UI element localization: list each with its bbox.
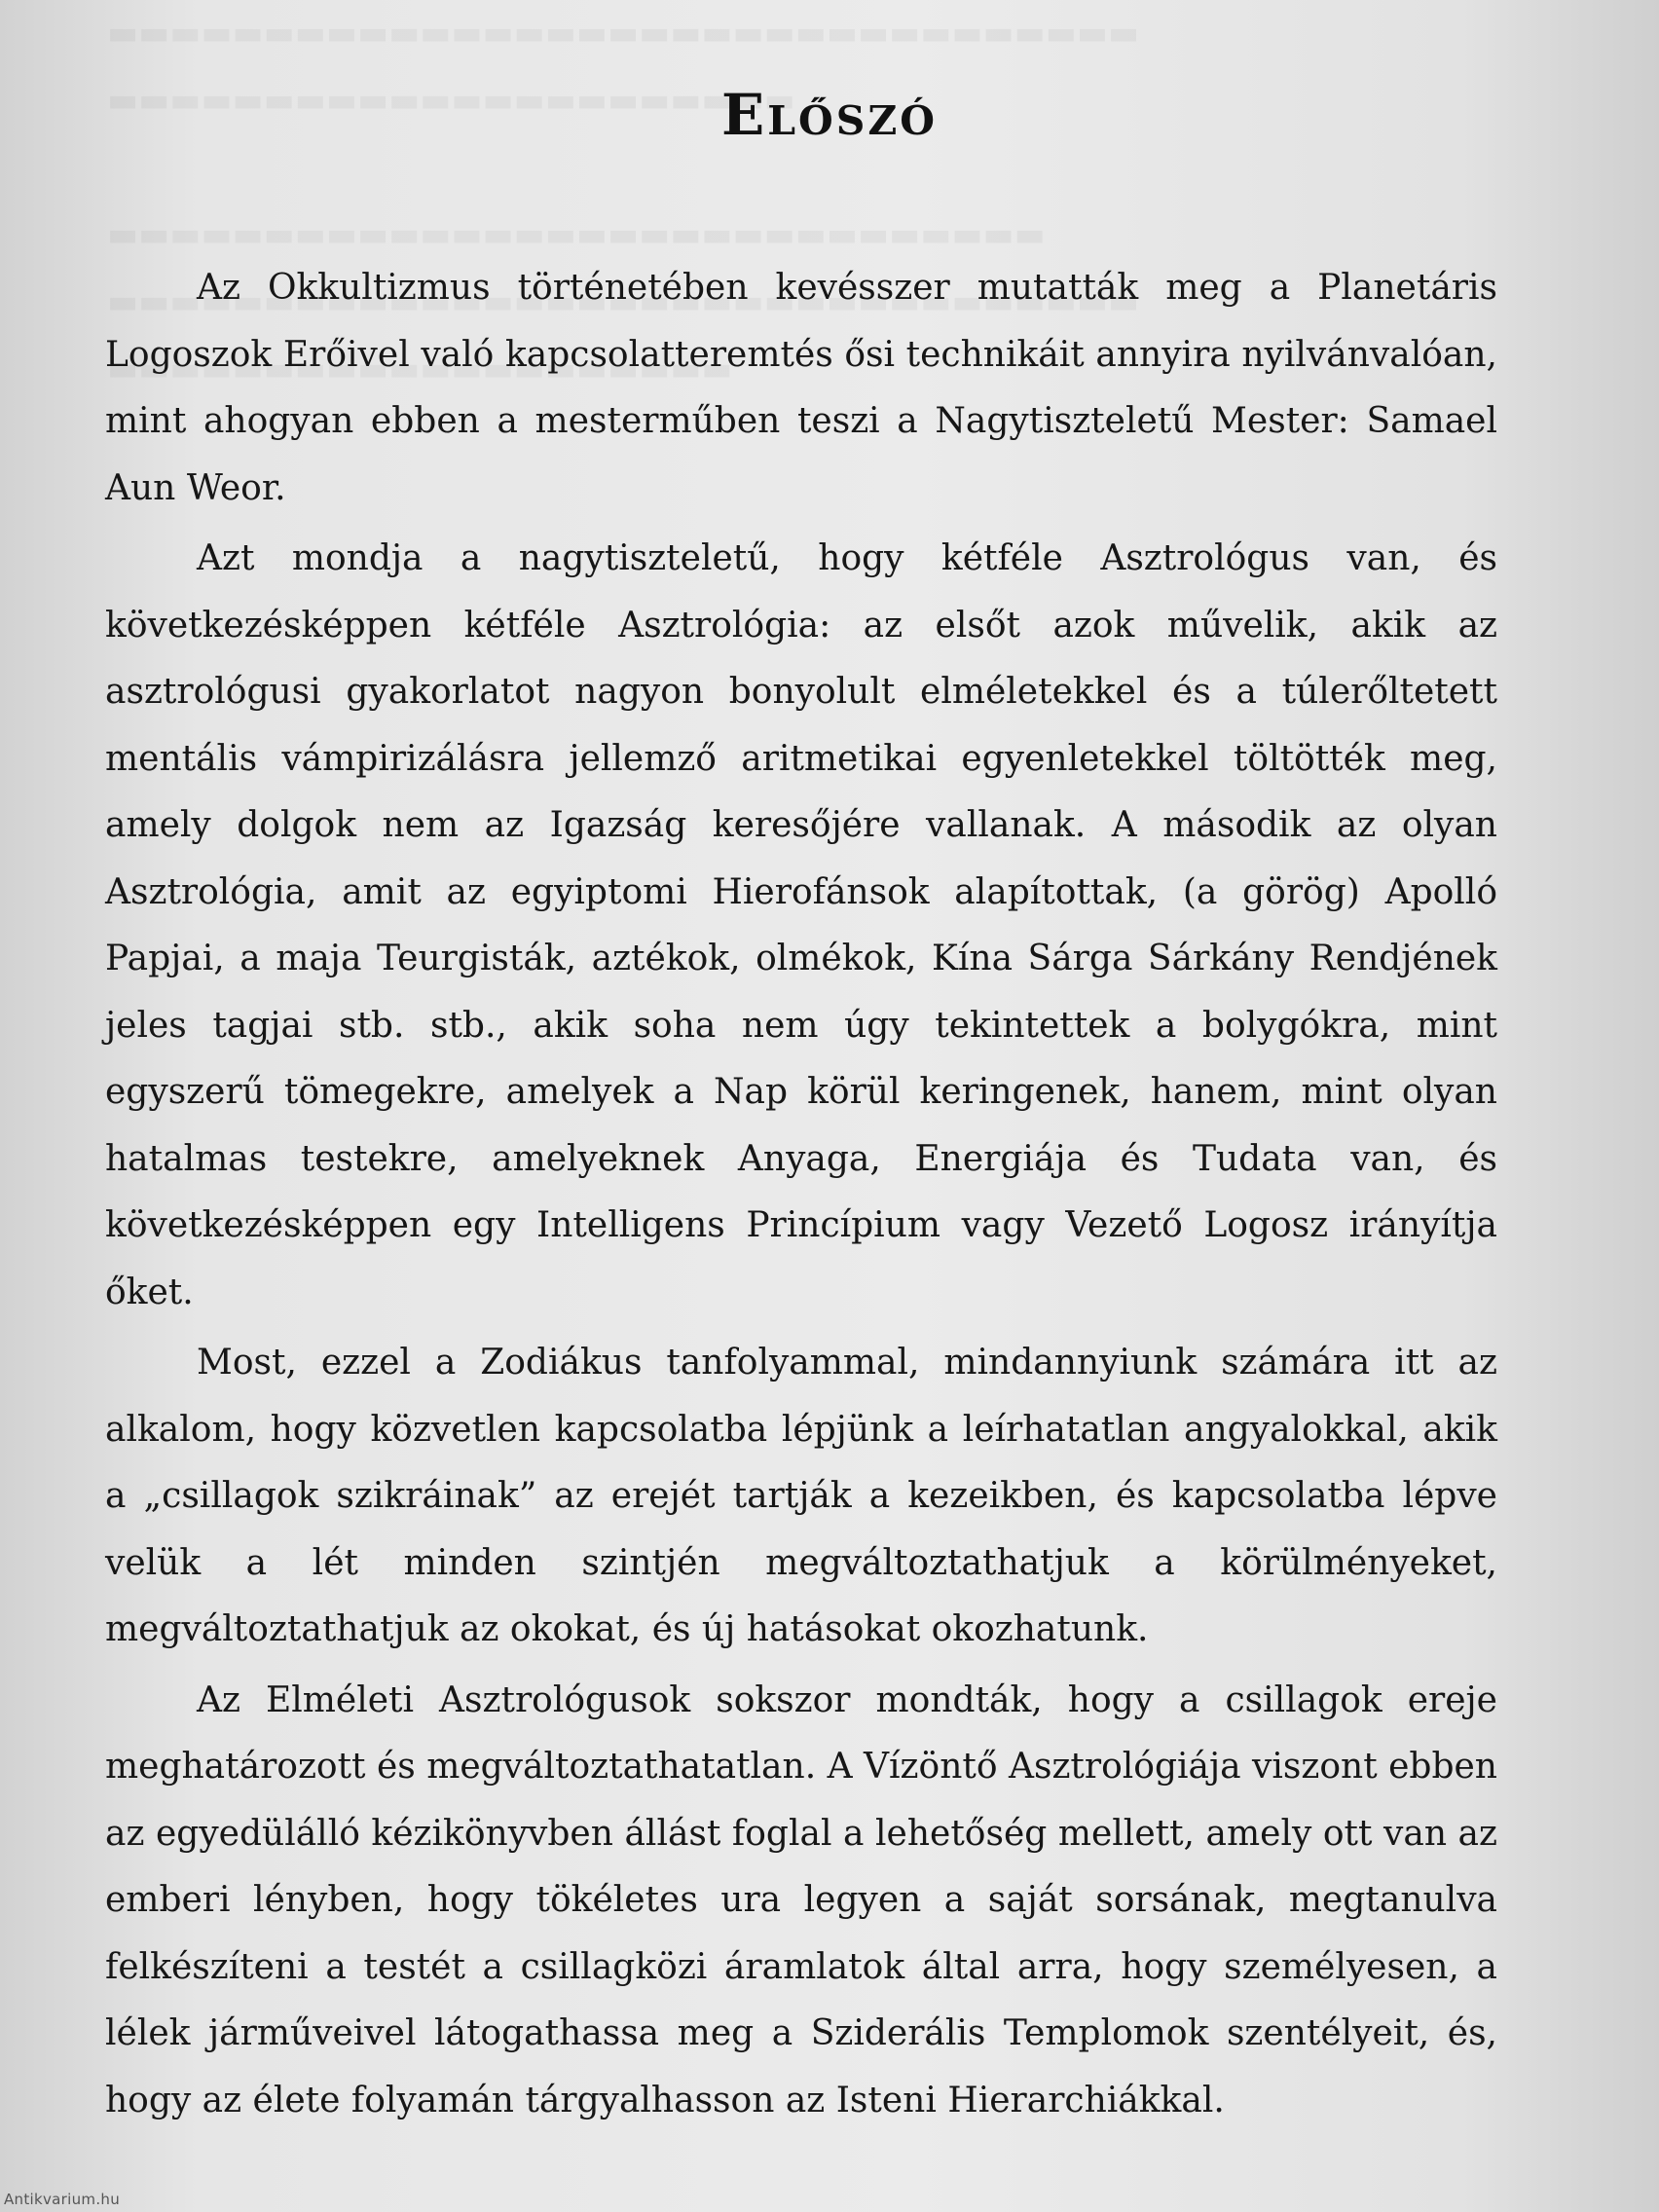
page-title: Előszó <box>720 82 938 148</box>
paragraph: Az Okkultizmus történetében kevésszer mutatták meg a Planetáris Logoszok Erőivel való kapcsolatteremtés ősi technikáit annyira nyilvánvalóan, mint ahogyan ebben a mesterműben teszi a Nagytiszteletű Mester: Samael Aun Weor. <box>105 268 1497 508</box>
body-text <box>105 255 1497 2134</box>
paragraph: Az Elméleti Asztrológusok sokszor mondták, hogy a csillagok ereje meghatározott és megváltoztathatatlan. A Vízöntő Asztrológiája viszont ebben az egyedülálló kézikönyvben állást foglal a lehetőség mellett, amely ott van az emberi lényben, hogy tökéletes ura legyen a saját sorsának, megtanulva felkészíteni a testét a csillagközi áramlatok által arra, hogy személyesen, a lélek járműveivel látogathassa meg a Sziderális Templomok szentélyeit, és, hogy az élete folyamán tárgyalhasson az Isteni Hierarchiákkal. <box>105 1679 1497 2120</box>
paragraph: Azt mondja a nagytiszteletű, hogy kétféle Asztrológus van, és következésképpen kétféle Asztrológia: az elsőt azok művelik, akik az asztrológusi gyakorlatot nagyon bonyolult elméletekkel és a túlerőltetett mentális vámpirizálásra jellemző aritmetikai egyenletekkel töltötték meg, amely dolgok nem az Igazság keresőjére vallanak. A második az olyan Asztrológia, amit az egyiptomi Hierofánsok alapítottak, (a görög) Apolló Papjai, a maja Teurgisták, aztékok, olmékok, Kína Sárga Sárkány Rendjének jeles tagjai stb. stb., akik soha nem úgy tekintettek a bolygókra, mint egyszerű tömegekre, amelyek a Nap körül keringenek, hanem, mint olyan hatalmas testekre, amelyeknek Anyaga, Energiája és Tudata van, és következésképpen egy Intelligens Princípium vagy Vezető Logosz irányítja őket. <box>105 538 1497 1312</box>
paragraph: Most, ezzel a Zodiákus tanfolyammal, mindannyiunk számára itt az alkalom, hogy közvetlen kapcsolatba lépjünk a leírhatatlan angyalokkal, akik a „csillagok szikráinak” az erejét tartják a kezeikben, és kapcsolatba lépve velük a lét minden szintjén megváltoztathatjuk a körülményeket, megváltoztathatjuk az okokat, és új hatásokat okozhatunk. <box>105 1343 1497 1649</box>
watermark: Antikvarium.hu <box>4 2191 121 2208</box>
